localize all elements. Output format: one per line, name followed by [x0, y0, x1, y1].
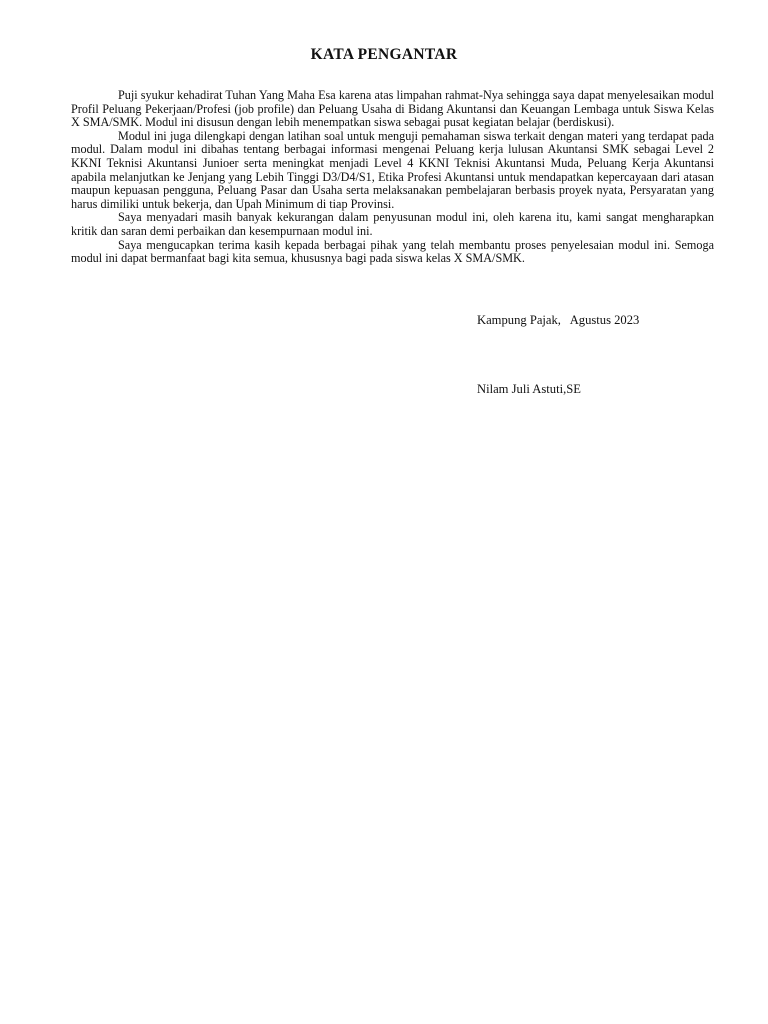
signer-name: Nilam Juli Astuti,SE — [477, 382, 581, 396]
paragraph-4: Saya mengucapkan terima kasih kepada berbagai pihak yang telah membantu proses penyelesaian modul ini. Semoga modul ini dapat bermanfaat bagi kita semua, khususnya bagi pada siswa kelas X SMA/SMK. — [71, 237, 714, 266]
paragraph-2: Modul ini juga dilengkapi dengan latihan soal untuk menguji pemahaman siswa terkait dengan materi yang terdapat pada modul. Dalam modul ini dibahas tentang berbagai informasi mengenai Peluang kerja lulusan Akuntansi SMK sebagai Level 2 KKNI Teknisi Akuntansi Junioer serta meningkat menjadi Level 4 KKNI Teknisi Akuntansi Muda, Peluang Kerja Akuntansi apabila melanjutkan ke Jenjang yang Lebih Tinggi D3/D4/S1, Etika Profesi Akuntansi untuk mendapatkan kepercayaan dari atasan maupun kepuasan pengguna, Peluang Pasar dan Usaha serta melaksanakan pembelajaran berbasis proyek nyata, Persyaratan yang harus dimiliki untuk bekerja, dan Upah Minimum di tiap Provinsi. — [71, 128, 714, 211]
paragraph-1: Puji syukur kehadirat Tuhan Yang Maha Esa karena atas limpahan rahmat-Nya sehingga saya dapat menyelesaikan modul Profil Peluang Pekerjaan/Profesi (job profile) dan Peluang Usaha di Bidang Akuntansi dan Keuangan Lembaga untuk Siswa Kelas X SMA/SMK. Modul ini disusun dengan lebih menempatkan siswa sebagai pusat kegiatan belajar (berdiskusi). — [71, 88, 714, 130]
body-text — [71, 89, 714, 266]
place-date: Kampung Pajak, Agustus 2023 — [477, 313, 640, 327]
page-title: KATA PENGANTAR — [310, 46, 458, 63]
paragraph-3: Saya menyadari masih banyak kekurangan dalam penyusunan modul ini, oleh karena itu, kami sangat mengharapkan kritik dan saran demi perbaikan dan kesempurnaan modul ini. — [71, 210, 714, 238]
